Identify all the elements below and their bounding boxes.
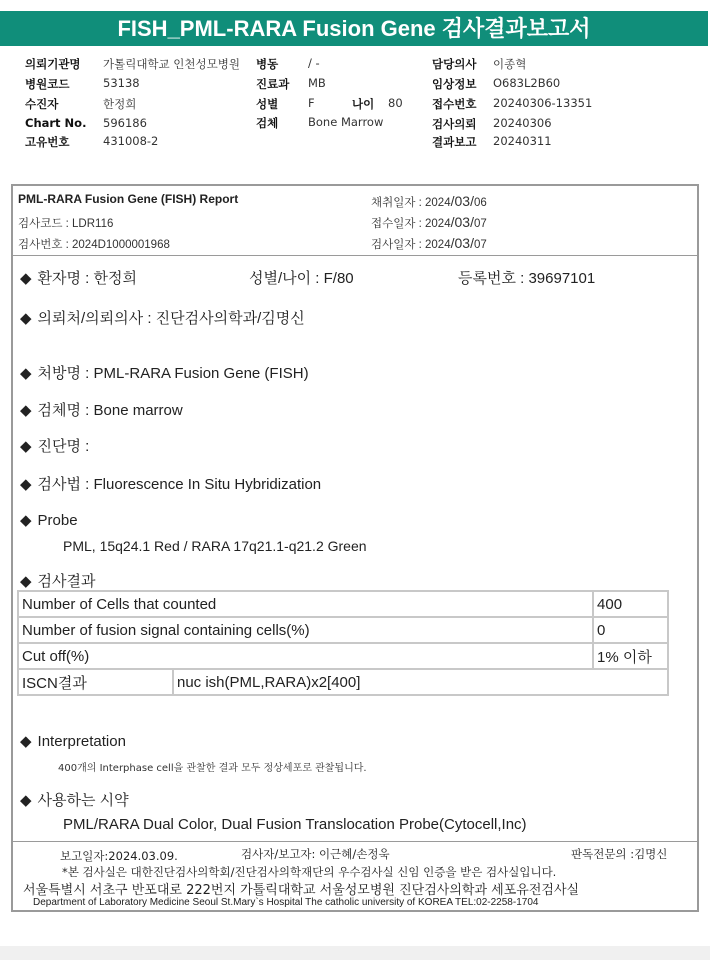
receipt-month: 03 (454, 214, 471, 230)
reagent-row (20, 789, 129, 810)
specimen-label: 검체 (256, 116, 279, 130)
iscn-value: nuc ish(PML,RARA)x2[400] (173, 669, 668, 695)
result-value: 0 (593, 617, 668, 643)
test-date-label: 검사일자 : 2024 (371, 239, 451, 251)
department-value: MB (308, 76, 326, 90)
patient-label: 수진자 (25, 97, 59, 111)
hospital-code-label: 병원코드 (25, 77, 70, 91)
result-label: 검사결과 (37, 573, 96, 590)
result-report-label: 결과보고 (432, 135, 477, 149)
reagent-label: 사용하는 시약 (37, 792, 129, 809)
result-report-value: 20240311 (493, 134, 552, 148)
receipt-date: 접수일자 : 2024/03/07 (371, 214, 487, 230)
registration-no: 등록번호 : 39697101 (458, 270, 596, 287)
reagent-value: PML/RARA Dual Color, Dual Fusion Translocation Probe(Cytocell,Inc) (63, 816, 527, 833)
report-date: 보고일자:2024.03.09. (60, 849, 178, 863)
result-value: 400 (593, 591, 668, 617)
referrer: 의뢰처/의뢰의사 : 진단검사의학과/김명신 (37, 310, 305, 327)
address: 서울특별시 서초구 반포대로 222번지 가톨릭대학교 서울성모병원 진단검사의학과 세포유전검사실 (23, 883, 580, 898)
doctor-value: 이종혁 (493, 57, 527, 71)
hospital-code-value: 53138 (103, 76, 140, 90)
ward-value: / - (308, 56, 320, 70)
interpretation-label: Interpretation (37, 733, 126, 750)
ward-label: 병동 (256, 57, 279, 71)
age-value: 80 (388, 96, 403, 110)
diamond-icon: ◆ (20, 365, 32, 382)
sex-age: 성별/나이 : F/80 (249, 270, 354, 287)
sex-value: F (308, 96, 315, 110)
collection-month: 03 (454, 193, 471, 209)
chart-no-label: Chart No. (25, 116, 87, 130)
diagnosis-row (20, 435, 89, 456)
receipt-date-label: 접수일자 : 2024 (371, 218, 451, 230)
clinical-info-label: 임상정보 (432, 77, 477, 91)
result-name: Number of fusion signal containing cells(%) (18, 617, 593, 643)
institution-value: 가톨릭대학교 인천성모병원 (103, 57, 240, 71)
collection-day: 06 (473, 197, 487, 209)
table-row (18, 617, 668, 643)
result-name: Number of Cells that counted (18, 591, 593, 617)
interpretation-row (20, 732, 126, 750)
bottom-strip (0, 946, 710, 960)
diagnosis: 진단명 : (37, 438, 90, 455)
certification: *본 검사실은 대한진단검사의학회/진단검사의학재단의 우수검사실 신임 인증을 받은 검사실입니다. (62, 865, 557, 879)
request-date-label: 검사의뢰 (432, 117, 477, 131)
divider (13, 841, 697, 842)
iscn-label: ISCN결과 (18, 669, 173, 695)
diamond-icon: ◆ (20, 310, 32, 327)
patient-value: 한정희 (103, 97, 137, 111)
result-name: Cut off(%) (18, 643, 593, 669)
unique-no-value: 431008-2 (103, 134, 159, 148)
test-date: 검사일자 : 2024/03/07 (371, 235, 487, 251)
test-day: 07 (473, 239, 487, 251)
test-code: 검사코드 : LDR116 (18, 218, 114, 230)
diamond-icon: ◆ (20, 438, 32, 455)
age-label: 나이 (352, 97, 375, 111)
result-row (20, 570, 96, 591)
collection-date-label: 채취일자 : 2024 (371, 197, 451, 209)
diamond-icon: ◆ (20, 476, 32, 493)
institution-label: 의뢰기관명 (25, 57, 81, 71)
patient-name: 환자명 : 한정희 (37, 270, 137, 287)
diamond-icon: ◆ (20, 573, 32, 590)
interpretation-text: 400개의 Interphase cell을 관찰한 결과 모두 정상세포로 관찰됩니다. (58, 763, 367, 774)
report-heading: PML-RARA Fusion Gene (FISH) Report (18, 192, 239, 206)
table-row (18, 643, 668, 669)
patient-row (20, 267, 137, 288)
test-number: 검사번호 : 2024D1000001968 (18, 239, 170, 251)
referrer-row (20, 307, 305, 328)
sex-label: 성별 (256, 97, 279, 111)
request-date-value: 20240306 (493, 116, 552, 130)
prescription: 처방명 : PML-RARA Fusion Gene (FISH) (37, 365, 309, 382)
receipt-day: 07 (473, 218, 487, 230)
prescription-row (20, 362, 309, 383)
test-method: 검사법 : Fluorescence In Situ Hybridization (37, 476, 322, 493)
diamond-icon: ◆ (20, 402, 32, 419)
diamond-icon: ◆ (20, 512, 32, 529)
clinical-info-value: O683L2B60 (493, 76, 561, 90)
result-value: 1% 이하 (593, 643, 668, 669)
report-title: FISH_PML-RARA Fusion Gene 검사결과보고서 (0, 11, 708, 46)
probe-value: PML, 15q24.1 Red / RARA 17q21.1-q21.2 Green (63, 538, 367, 554)
department-label: 진료과 (256, 77, 290, 91)
english-footer: Department of Laboratory Medicine Seoul St.Mary`s Hospital The catholic university of KOREA TEL:02-2258-1704 (33, 897, 539, 908)
test-month: 03 (454, 235, 471, 251)
method-row (20, 473, 321, 494)
collection-date: 채취일자 : 2024/03/06 (371, 193, 487, 209)
specimen-name: 검체명 : Bone marrow (37, 402, 183, 419)
table-row (18, 591, 668, 617)
diamond-icon: ◆ (20, 733, 32, 750)
receipt-no-value: 20240306-13351 (493, 96, 593, 110)
probe-label: Probe (37, 512, 78, 529)
diamond-icon: ◆ (20, 792, 32, 809)
specimen-row (20, 399, 183, 420)
receipt-no-label: 접수번호 (432, 97, 477, 111)
expert: 판독전문의 :김명신 (571, 847, 668, 861)
probe-row (20, 511, 78, 529)
table-row (18, 669, 668, 695)
diamond-icon: ◆ (20, 270, 32, 287)
tester: 검사자/보고자: 이근혜/손정욱 (241, 847, 390, 861)
chart-no-value: 596186 (103, 116, 147, 130)
divider (13, 255, 697, 256)
doctor-label: 담당의사 (432, 57, 477, 71)
unique-no-label: 고유번호 (25, 135, 70, 149)
result-table (17, 590, 669, 696)
specimen-value: Bone Marrow (308, 115, 384, 129)
